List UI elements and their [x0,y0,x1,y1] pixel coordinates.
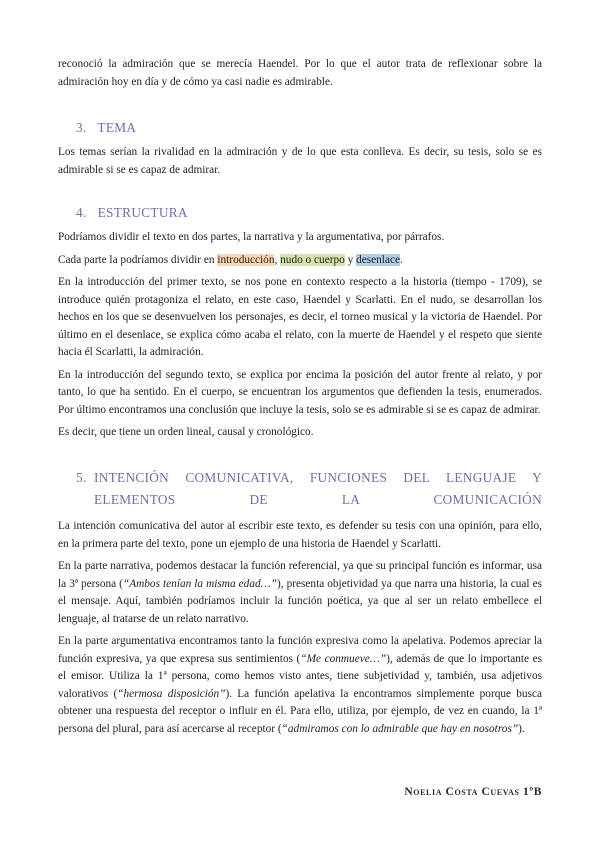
paragraph: Los temas serían la rivalidad en la admiración y de lo que esta conlleva. Es decir, su tesis, solo se es admirable si se es capaz de admirar. [58,146,542,176]
paragraph: reconoció la admiración que se merecía Haendel. Por lo que el autor trata de reflexionar sobre la admiración hoy en día y de cómo ya casi nadie es admirable. [58,58,542,88]
section-intencion-body [58,518,542,743]
text-run: En la parte narrativa, podemos destacar la función referencial, ya que su principal función es informar, usa la 3ª persona ( [58,560,542,590]
paragraph: Es decir, que tiene un orden lineal, causal y cronológico. [58,426,314,438]
section-heading-intencion [76,467,542,511]
section-heading-estructura [76,202,542,224]
quote: “hermosa disposición” [117,687,226,700]
quote: “Me conmueve…” [300,652,387,665]
highlight-nudo: nudo o cuerpo [280,253,345,266]
text-run: y [344,253,357,266]
paragraph: En la introducción del segundo texto, se explica por encima la posición del autor frente al relato, y por tanto, lo que ha sentido. En el cuerpo, se encuentran los argumentos que defienden la tesis, enumerados. Por último encontramos una conclusión que incluye la tesis, solo se es admirable si se es capaz de admirar. [58,368,542,416]
paragraph-highlighted [58,252,542,270]
paragraph [58,558,542,628]
text-run: , [274,253,281,266]
intro-block [58,56,542,96]
section-tema-body [58,144,542,184]
section-heading-tema [76,117,542,139]
section-title-line2: ELEMENTOS DE LA COMUNICACIÓN [94,492,542,507]
text-run: . [399,253,403,266]
paragraph: La intención comunicativa del autor al escribir este texto, es defender su tesis con una opinión, para ello, en la primera parte del texto, pone un ejemplo de una historia de Haendel y Scarlatti. [58,520,542,550]
section-title: TEMA [97,120,137,135]
section-number: 5. [76,470,87,485]
highlight-desenlace: desenlace [356,253,400,266]
page-footer-author: Noelia Costa Cuevas 1ºB [404,786,542,798]
text-run: En la parte argumentativa encontramos tanto la función expresiva como la apelativa. Podemos apreciar la función expresiva, ya que expresa sus sentimientos ( [58,635,542,665]
text-run: ). [518,722,525,735]
text-run: ), además de que lo importante es el emisor. Utiliza la 1ª persona, como hemos visto antes, tiene subjetividad y, también, usa adjetivos valorativos ( [58,652,542,700]
paragraph: En la introducción del primer texto, se nos pone en contexto respecto a la historia (tiempo - 1709), se introduce quién protagoniza el relato, en este caso, Haendel y Scarlatti. En el nudo, se desarrollan los hechos en los que se desenvuelven los personajes, es decir, el torneo musical y la victoria de Haendel. Por último en el desenlace, se explica cómo acaba el relato, con la muerte de Haendel y el respeto que siente hacia él Scarlatti, la admiración. [58,276,542,358]
paragraph: Podríamos dividir el texto en dos partes, la narrativa y la argumentativa, por párrafos. [58,231,445,243]
paragraph [58,633,542,738]
quote: “admiramos con lo admirable que hay en nosotros” [281,722,519,735]
section-title: ESTRUCTURA [97,205,188,220]
highlight-introduccion: introducción [217,253,275,266]
text-run: Cada parte la podríamos dividir en [58,253,218,266]
section-estructura-body [58,229,542,447]
section-number: 4. [76,205,87,220]
quote: “Ambos tenían la misma edad…” [122,577,277,590]
text-run: ), presenta objetividad ya que narra una historia, la cual es el mensaje. Aquí, también podríamos incluir la función poética, ya que al ser un relato embellece el lenguaje, al tratarse de un relato narrativo. [58,577,542,625]
text-run: ). La función apelativa la encontramos simplemente porque busca obtener una respuesta del receptor o influir en él. Para ello, utiliza, por ejemplo, de vez en cuando, la 1ª persona del plural, para así acercarse al receptor ( [58,687,542,735]
section-title-line1: INTENCIÓN COMUNICATIVA, FUNCIONES DEL LENGUAJE Y [94,470,542,485]
section-number: 3. [76,120,87,135]
